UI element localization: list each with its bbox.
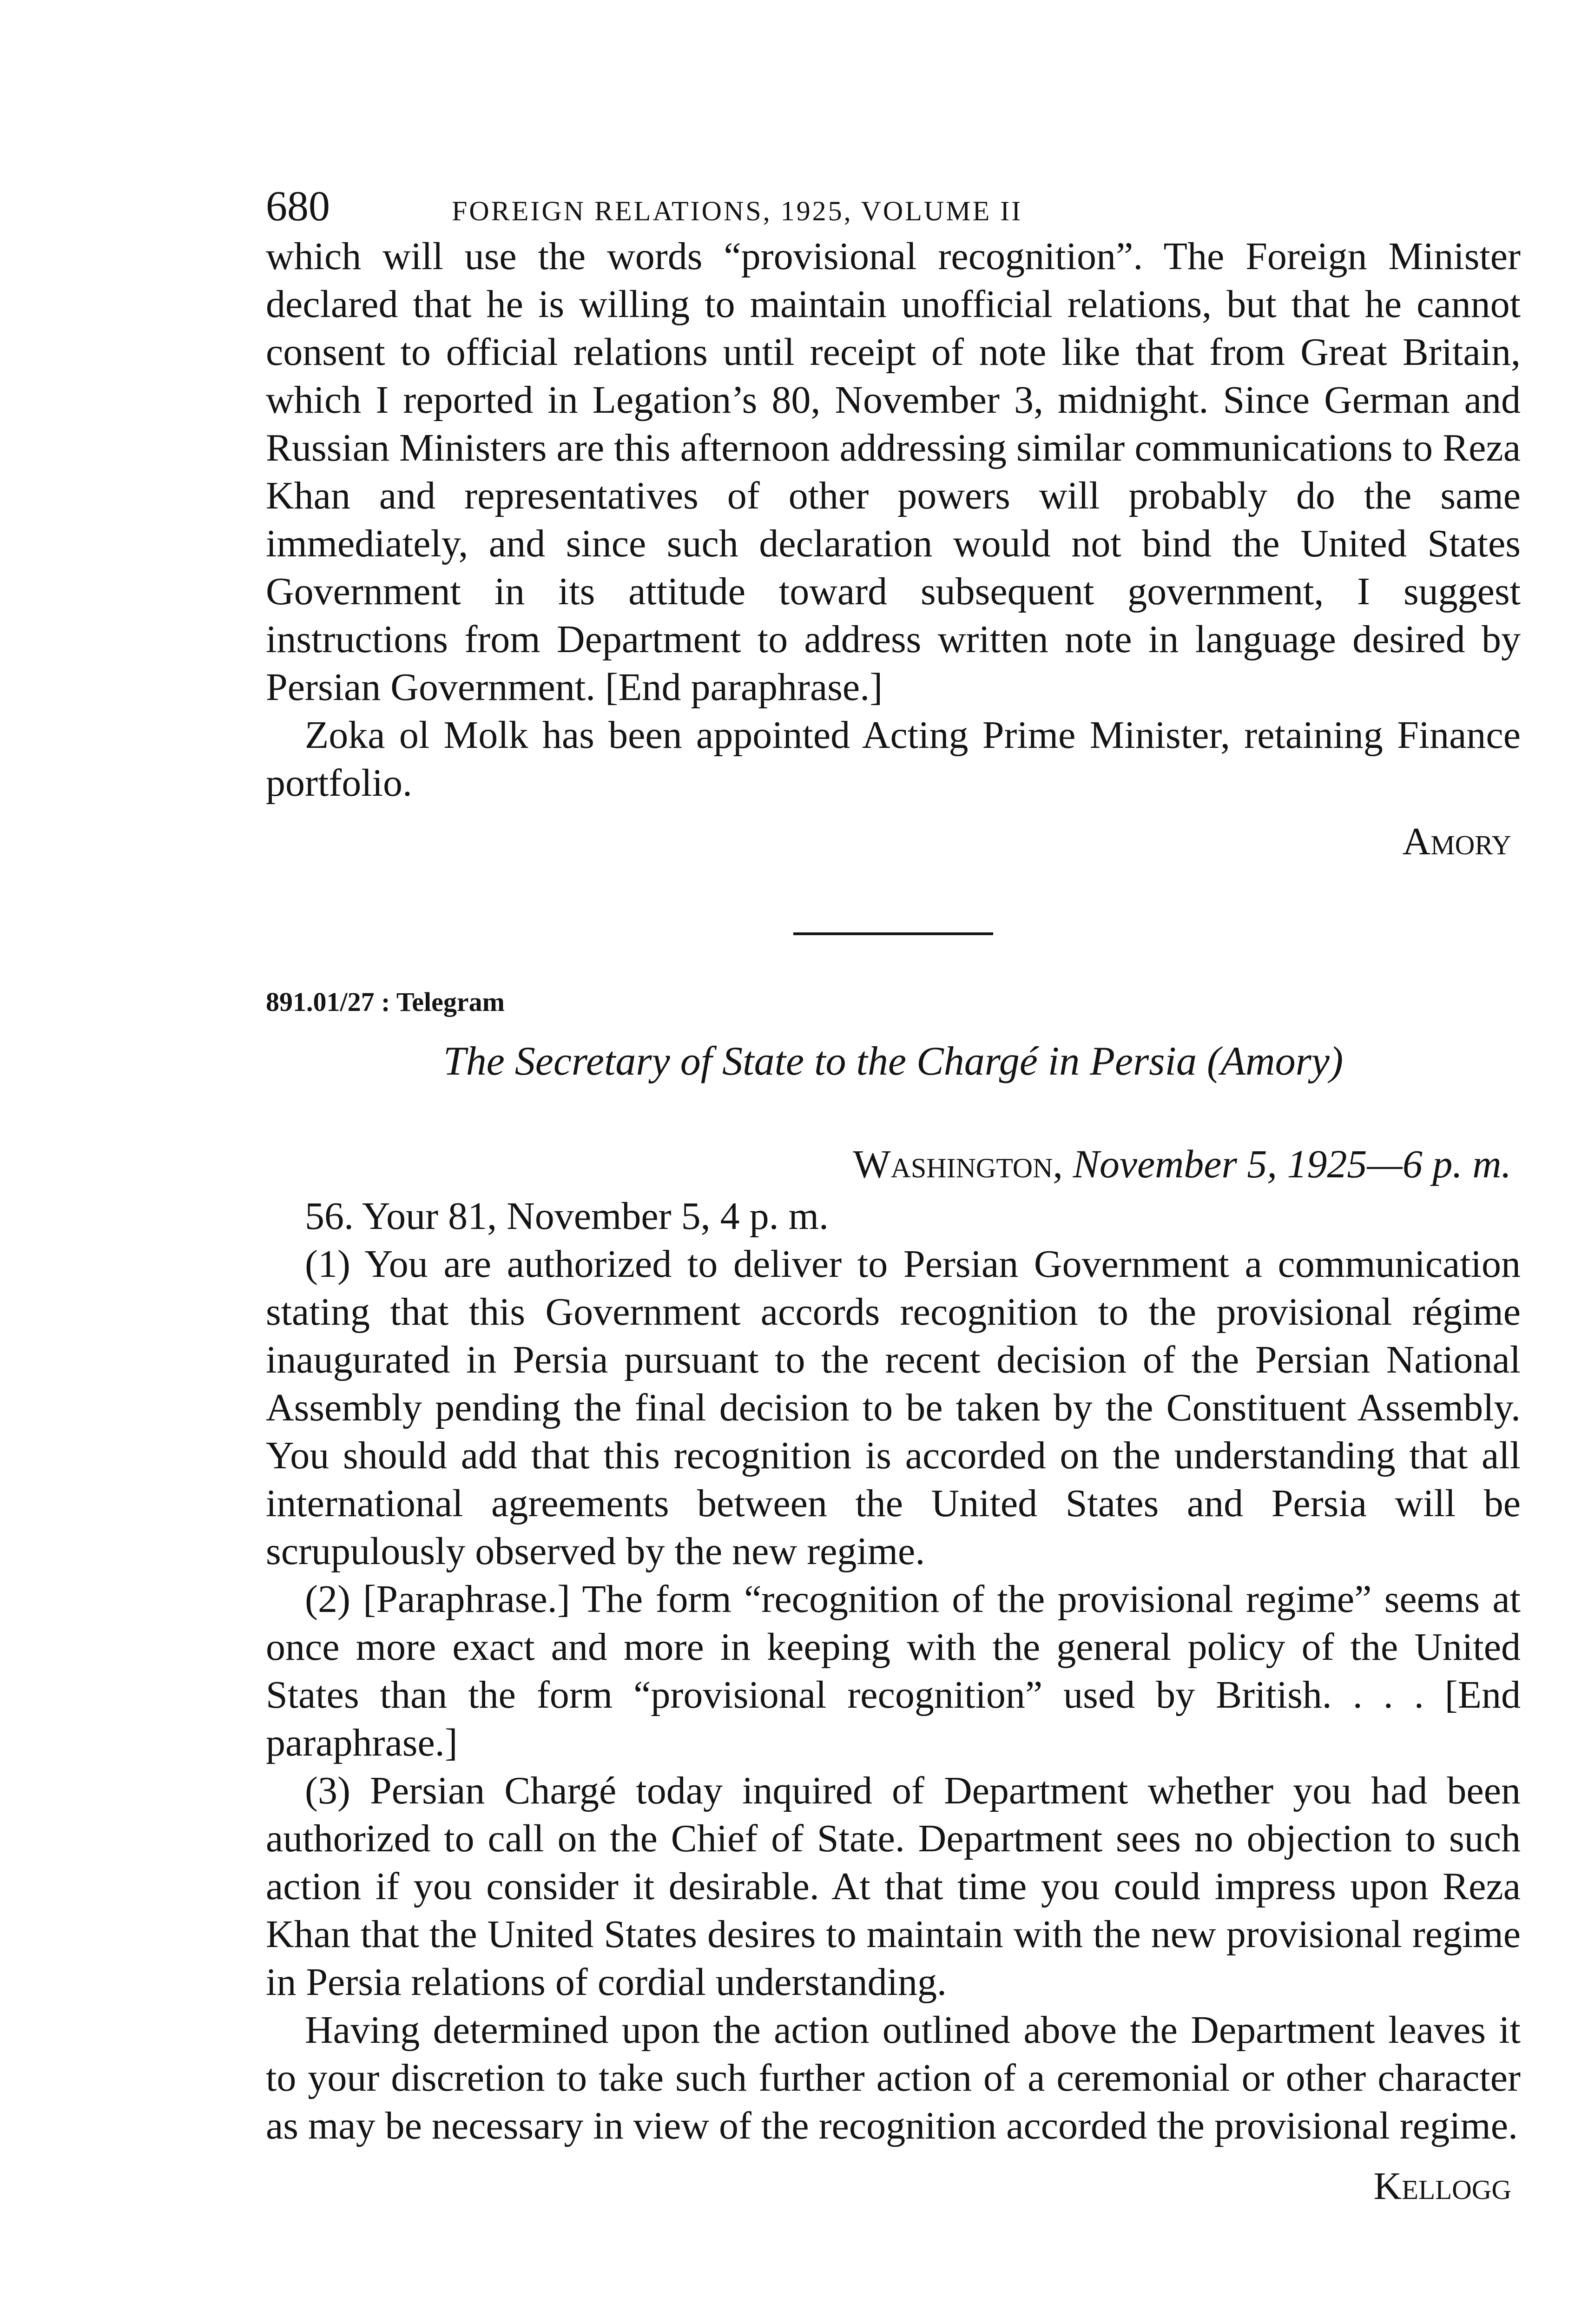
signature-amory: Amory [1402, 820, 1511, 863]
telegram-paragraph: (3) Persian Chargé today inquired of Department whether you had been authorized to call on the Chief of State. Department sees no objection to such action if you consider it desirable. At that time you could impress upon Reza Khan that the United States desires to maintain with the new provisional regime in Persia relations of cordial understanding. [266, 1769, 1521, 2004]
running-head [266, 181, 1521, 232]
section-divider [793, 932, 993, 935]
dateline-date: November 5, 1925—6 p. m. [1073, 1142, 1511, 1186]
document-title: The Secretary of State to the Chargé in Persia (Amory) [443, 1039, 1344, 1084]
telegram-paragraph: (2) [Paraphrase.] The form “recognition of the provisional regime” seems at once more exact and more in keeping with the general policy of the United States than the form “provisional recognition” used by British. . . . [End paraphrase.] [266, 1578, 1521, 1764]
dateline-place: Washington, [853, 1142, 1063, 1186]
page [266, 181, 1521, 2212]
telegram-paragraph: 56. Your 81, November 5, 4 p. m. [305, 1195, 829, 1238]
dateline [266, 1138, 1511, 1189]
telegram-paragraph: Having determined upon the action outlined above the Department leaves it to your discretion to take such further action of a ceremonial or other character as may be necessary in view of the recognition accorded the provisional regime. [266, 2008, 1521, 2147]
continuation-paragraph: which will use the words “provisional recognition”. The Foreign Minister declared that he is willing to maintain unofficial relations, but that he cannot consent to official relations until receipt of note like that from Great Britain, which I reported in Legation’s 80, November 3, midnight. Since German and Russian Ministers are this afternoon addressing similar communications to Reza Khan and representatives of other powers will probably do the same immediately, and since such declaration would not bind the United States Government in its attitude toward subsequent government, I suggest instructions from Department to address written note in language desired by Persian Government. [End paraphrase.] [266, 235, 1521, 709]
page-number: 680 [266, 182, 330, 230]
telegram-paragraph: (1) You are authorized to deliver to Persian Government a communication stating that this Government accords recognition to the provisional régime inaugurated in Persia pursuant to the recent decision of the Persian National Assembly pending the final decision to be taken by the Constituent Assembly. You should add that this recognition is accorded on the understanding that all international agreements between the United States and Persia will be scrupulously observed by the new regime. [266, 1242, 1521, 1573]
file-reference: 891.01/27 : Telegram [266, 987, 505, 1017]
running-title: FOREIGN RELATIONS, 1925, VOLUME II [452, 196, 1023, 226]
signature-kellogg: Kellogg [1373, 2165, 1511, 2208]
continuation-paragraph: Zoka ol Molk has been appointed Acting Prime Minister, retaining Finance portfolio. [266, 713, 1521, 805]
